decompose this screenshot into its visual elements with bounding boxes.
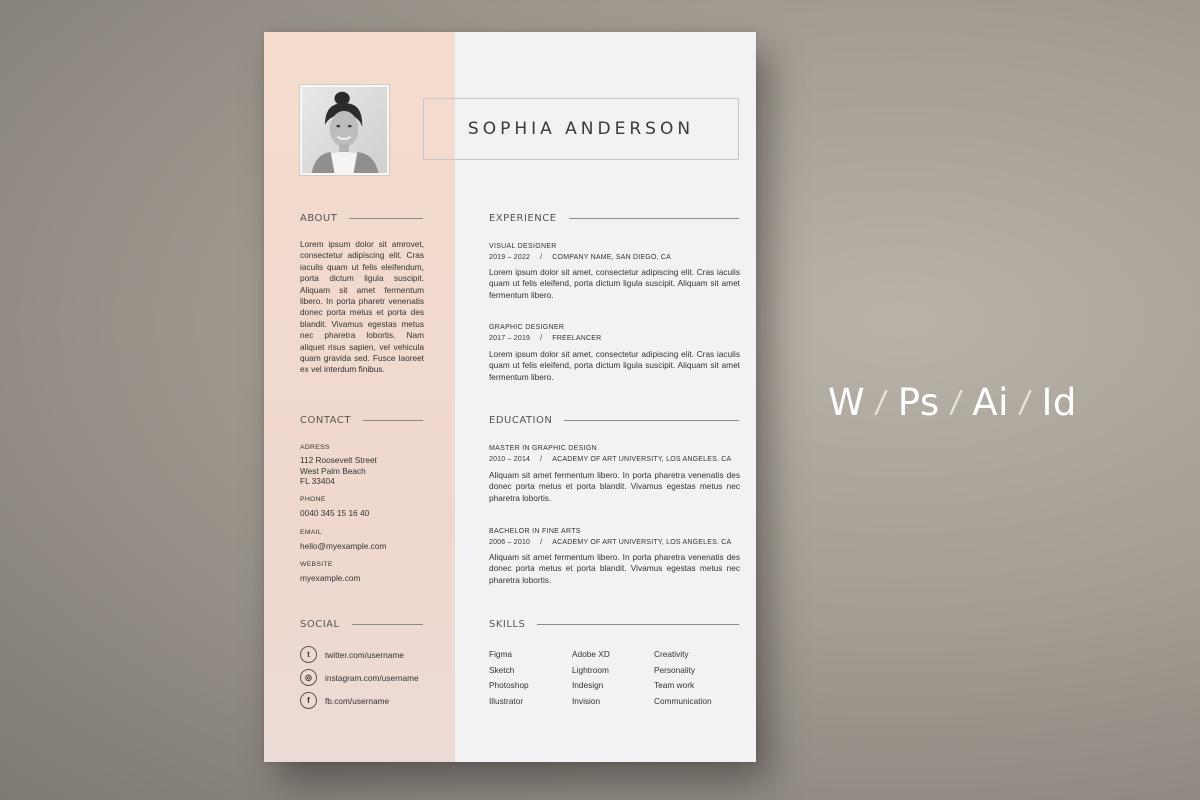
experience-2-years: 2017 – 2019 bbox=[489, 335, 531, 342]
skill-item: Communication bbox=[654, 695, 712, 706]
skill-item: Invision bbox=[572, 695, 601, 706]
skills-column-3 bbox=[654, 649, 712, 711]
file-formats bbox=[828, 372, 1077, 432]
facebook-icon: f bbox=[300, 692, 317, 709]
experience-2-place: FREELANCER bbox=[552, 335, 602, 342]
education-2-meta bbox=[489, 539, 731, 546]
education-1-place: ACADEMY OF ART UNIVERSITY, LOS ANGELES. CA bbox=[552, 456, 732, 463]
name-box bbox=[423, 98, 739, 160]
about-text: Lorem ipsum dolor sit amrovet, consectetur adipiscing elit. Cras iaculis quam ut felis eleifendum, porta dictum ligula suscipit. Aliquam sit amet fermentum libero. In porta pharetr venenatis donec porta metus et porta des blandit. Vivamus egestas metus nec pharetra lobortis. Nam aliquet risus sapien, vel vehicula quam gravida sed. Fusce laoreet ex vel interdum finibus. bbox=[300, 239, 424, 375]
format-illustrator: Ai bbox=[972, 380, 1009, 424]
twitter-icon: t bbox=[300, 646, 317, 663]
skill-item: Illustrator bbox=[489, 695, 524, 706]
social-heading bbox=[300, 619, 423, 630]
format-indesign: Id bbox=[1041, 380, 1077, 424]
meta-separator: / bbox=[540, 539, 543, 546]
resume-page bbox=[264, 32, 756, 762]
education-2-title: BACHELOR IN FINE ARTS bbox=[489, 528, 581, 535]
about-heading-label: ABOUT bbox=[300, 213, 338, 224]
skills-column-2 bbox=[572, 649, 610, 711]
resume-name: SOPHIA ANDERSON bbox=[467, 119, 695, 139]
education-1-meta bbox=[489, 456, 731, 463]
experience-2-meta bbox=[489, 335, 601, 342]
skill-item: Team work bbox=[654, 680, 695, 691]
skills-heading-label: SKILLS bbox=[489, 619, 526, 630]
education-1-years: 2010 – 2014 bbox=[489, 456, 531, 463]
social-item-facebook[interactable] bbox=[300, 692, 389, 709]
format-separator: / bbox=[873, 384, 890, 420]
format-photoshop: Ps bbox=[897, 380, 940, 424]
education-1-title: MASTER IN GRAPHIC DESIGN bbox=[489, 445, 597, 452]
instagram-icon: ◎ bbox=[300, 669, 317, 686]
about-heading bbox=[300, 213, 423, 224]
education-2-place: ACADEMY OF ART UNIVERSITY, LOS ANGELES. CA bbox=[552, 539, 732, 546]
experience-1-text: Lorem ipsum dolor sit amet, consectetur adipiscing elit. Cras iaculis quam ut felis eleifend, porta dictum ligula suscipit. Aliquam sit amet fermentum libero. bbox=[489, 267, 740, 300]
about-divider bbox=[349, 218, 423, 219]
experience-1-years: 2019 – 2022 bbox=[489, 254, 531, 261]
skill-item: Indesign bbox=[572, 680, 604, 691]
skill-item: Creativity bbox=[654, 649, 689, 659]
experience-2-title: GRAPHIC DESIGNER bbox=[489, 324, 565, 331]
education-divider bbox=[564, 420, 739, 421]
skills-divider bbox=[537, 624, 739, 625]
skill-item: Lightroom bbox=[572, 664, 609, 675]
education-heading-label: EDUCATION bbox=[489, 415, 553, 426]
address-label: ADRESS bbox=[300, 444, 330, 451]
skill-item: Photoshop bbox=[489, 680, 529, 691]
social-divider bbox=[352, 624, 423, 625]
phone-label: PHONE bbox=[300, 496, 326, 503]
contact-heading-label: CONTACT bbox=[300, 415, 351, 426]
skills-column-1 bbox=[489, 649, 529, 711]
education-1-text: Aliquam sit amet fermentum libero. In porta pharetra venenatis des donec porta metus et porta blandit. Vivamus egestas metus nec pharetra lobortis. bbox=[489, 470, 740, 503]
meta-separator: / bbox=[540, 335, 543, 342]
email-value[interactable]: hello@myexample.com bbox=[300, 541, 387, 551]
social-item-instagram[interactable] bbox=[300, 669, 419, 686]
format-separator: / bbox=[1017, 384, 1033, 420]
experience-1-meta bbox=[489, 254, 671, 261]
format-separator: / bbox=[948, 384, 964, 420]
phone-value: 0040 345 15 16 40 bbox=[300, 508, 370, 518]
experience-heading bbox=[489, 213, 739, 224]
website-label: WEBSITE bbox=[300, 561, 333, 568]
contact-divider bbox=[363, 420, 423, 421]
social-heading-label: SOCIAL bbox=[300, 619, 340, 630]
skill-item: Sketch bbox=[489, 664, 515, 675]
experience-divider bbox=[569, 218, 739, 219]
education-heading bbox=[489, 415, 739, 426]
meta-separator: / bbox=[540, 254, 543, 261]
portrait-image bbox=[302, 87, 387, 173]
skill-item: Figma bbox=[489, 649, 513, 659]
skill-item: Personality bbox=[654, 664, 696, 675]
email-label: EMAIL bbox=[300, 529, 322, 536]
skills-heading bbox=[489, 619, 739, 630]
experience-1-title: VISUAL DESIGNER bbox=[489, 243, 557, 250]
contact-heading bbox=[300, 415, 423, 426]
education-2-text: Aliquam sit amet fermentum libero. In porta pharetra venenatis des donec porta metus et porta blandit. Vivamus egestas metus nec pharetra lobortis. bbox=[489, 552, 740, 585]
meta-separator: / bbox=[540, 456, 543, 463]
experience-heading-label: EXPERIENCE bbox=[489, 213, 557, 224]
experience-1-place: COMPANY NAME, SAN DIEGO, CA bbox=[552, 254, 672, 261]
education-2-years: 2006 – 2010 bbox=[489, 539, 531, 546]
experience-2-text: Lorem ipsum dolor sit amet, consectetur adipiscing elit. Cras iaculis quam ut felis eleifend, porta dictum ligula suscipit. Aliquam sit amet fermentum libero. bbox=[489, 349, 740, 382]
format-word: W bbox=[828, 380, 866, 424]
social-item-twitter[interactable] bbox=[300, 646, 404, 663]
address-value: 112 Roosevelt Street West Palm Beach FL 33404 bbox=[300, 455, 377, 486]
social-link-facebook[interactable]: fb.com/username bbox=[325, 695, 390, 706]
social-link-instagram[interactable]: instagram.com/username bbox=[325, 672, 419, 683]
social-link-twitter[interactable]: twitter.com/username bbox=[325, 649, 404, 660]
website-value[interactable]: myexample.com bbox=[300, 573, 361, 583]
profile-photo bbox=[300, 85, 389, 175]
skill-item: Adobe XD bbox=[572, 649, 610, 659]
